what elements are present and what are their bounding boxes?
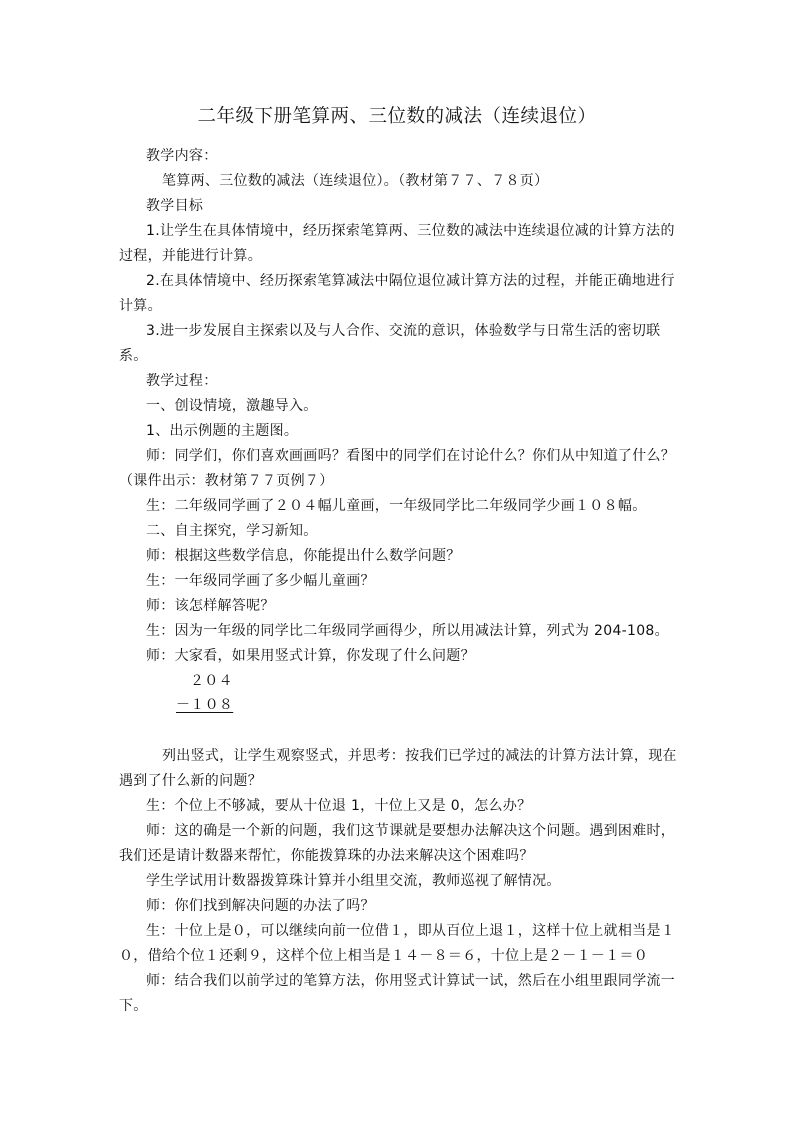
text-line: 师：你们找到解决问题的办法了吗？ bbox=[146, 898, 375, 914]
text-line: 师：根据这些数学信息，你能提出什么数学问题？ bbox=[146, 548, 461, 564]
text-line: 我们还是请计数器来帮忙，你能拨算珠的办法来解决这个困难吗？ bbox=[119, 848, 534, 864]
text-line: 教学内容： bbox=[146, 148, 218, 164]
text-line: 师：这的确是一个新的问题，我们这节课就是要想办法解决这个问题。遇到困难时， bbox=[146, 823, 676, 839]
text-line: 计算。 bbox=[119, 298, 162, 314]
text-line: 二、自主探究，学习新知。 bbox=[146, 523, 318, 539]
text-line: 过程，并能进行计算。 bbox=[119, 248, 262, 264]
text-line: 一、创设情境，激趣导入。 bbox=[146, 398, 318, 414]
text-line: 遇到了什么新的问题？ bbox=[119, 773, 262, 789]
text-line: 1、出示例题的主题图。 bbox=[146, 423, 299, 439]
text-line: 列出竖式，让学生观察竖式，并思考：按我们已学过的减法的计算方法计算，现在 bbox=[162, 748, 677, 764]
text-line: 3.进一步发展自主探索以及与人合作、交流的意识，体验数学与日常生活的密切联 bbox=[146, 323, 661, 339]
text-line: （课件出示：教材第７７页例７） bbox=[119, 473, 334, 489]
text-line: 2.在具体情境中、经历探索笔算减法中隔位退位减计算方法的过程，并能正确地进行 bbox=[146, 273, 675, 289]
page-title: 二年级下册笔算两、三位数的减法（连续退位） bbox=[197, 106, 597, 127]
text-line: 生：个位上不够减，要从十位退 1，十位上又是 0，怎么办？ bbox=[146, 798, 532, 814]
vertical-calc-subtrahend: －１０８ bbox=[176, 697, 234, 713]
text-line: 生：十位上是０，可以继续向前一位借１，即从百位上退１，这样十位上就相当是１ bbox=[146, 923, 676, 939]
text-line: 师：该怎样解答呢？ bbox=[146, 598, 275, 614]
text-line: 生：因为一年级的同学比二年级同学画得少，所以用减法计算，列式为 204-108。 bbox=[146, 623, 669, 639]
text-line: 教学过程： bbox=[146, 373, 218, 389]
text-line: 系。 bbox=[119, 348, 148, 364]
text-line: 师：同学们，你们喜欢画画吗？看图中的同学们在讨论什么？你们从中知道了什么？ bbox=[146, 448, 676, 464]
text-line: 生：二年级同学画了２０４幅儿童画，一年级同学比二年级同学少画１０８幅。 bbox=[146, 498, 647, 514]
vertical-calc-minuend: ２０４ bbox=[190, 673, 233, 689]
text-line: 师：结合我们以前学过的笔算方法，你用竖式计算试一试，然后在小组里跟同学流一 bbox=[146, 973, 676, 989]
text-line: 学生学试用计数器拨算珠计算并小组里交流，教师巡视了解情况。 bbox=[146, 873, 561, 889]
text-line: 笔算两、三位数的减法（连续退位）。（教材第７７、７８页） bbox=[162, 173, 549, 189]
text-line: 师：大家看，如果用竖式计算，你发现了什么问题？ bbox=[146, 648, 475, 664]
text-line: ０，借给个位１还剩９，这样个位上相当是１４－８＝６，十位上是２－１－１＝０ bbox=[119, 948, 649, 964]
text-line: 1.让学生在具体情境中，经历探索笔算两、三位数的减法中连续退位减的计算方法的 bbox=[146, 223, 675, 239]
text-line: 下。 bbox=[119, 998, 148, 1014]
text-line: 生：一年级同学画了多少幅儿童画？ bbox=[146, 573, 375, 589]
text-line: 教学目标 bbox=[146, 198, 204, 214]
